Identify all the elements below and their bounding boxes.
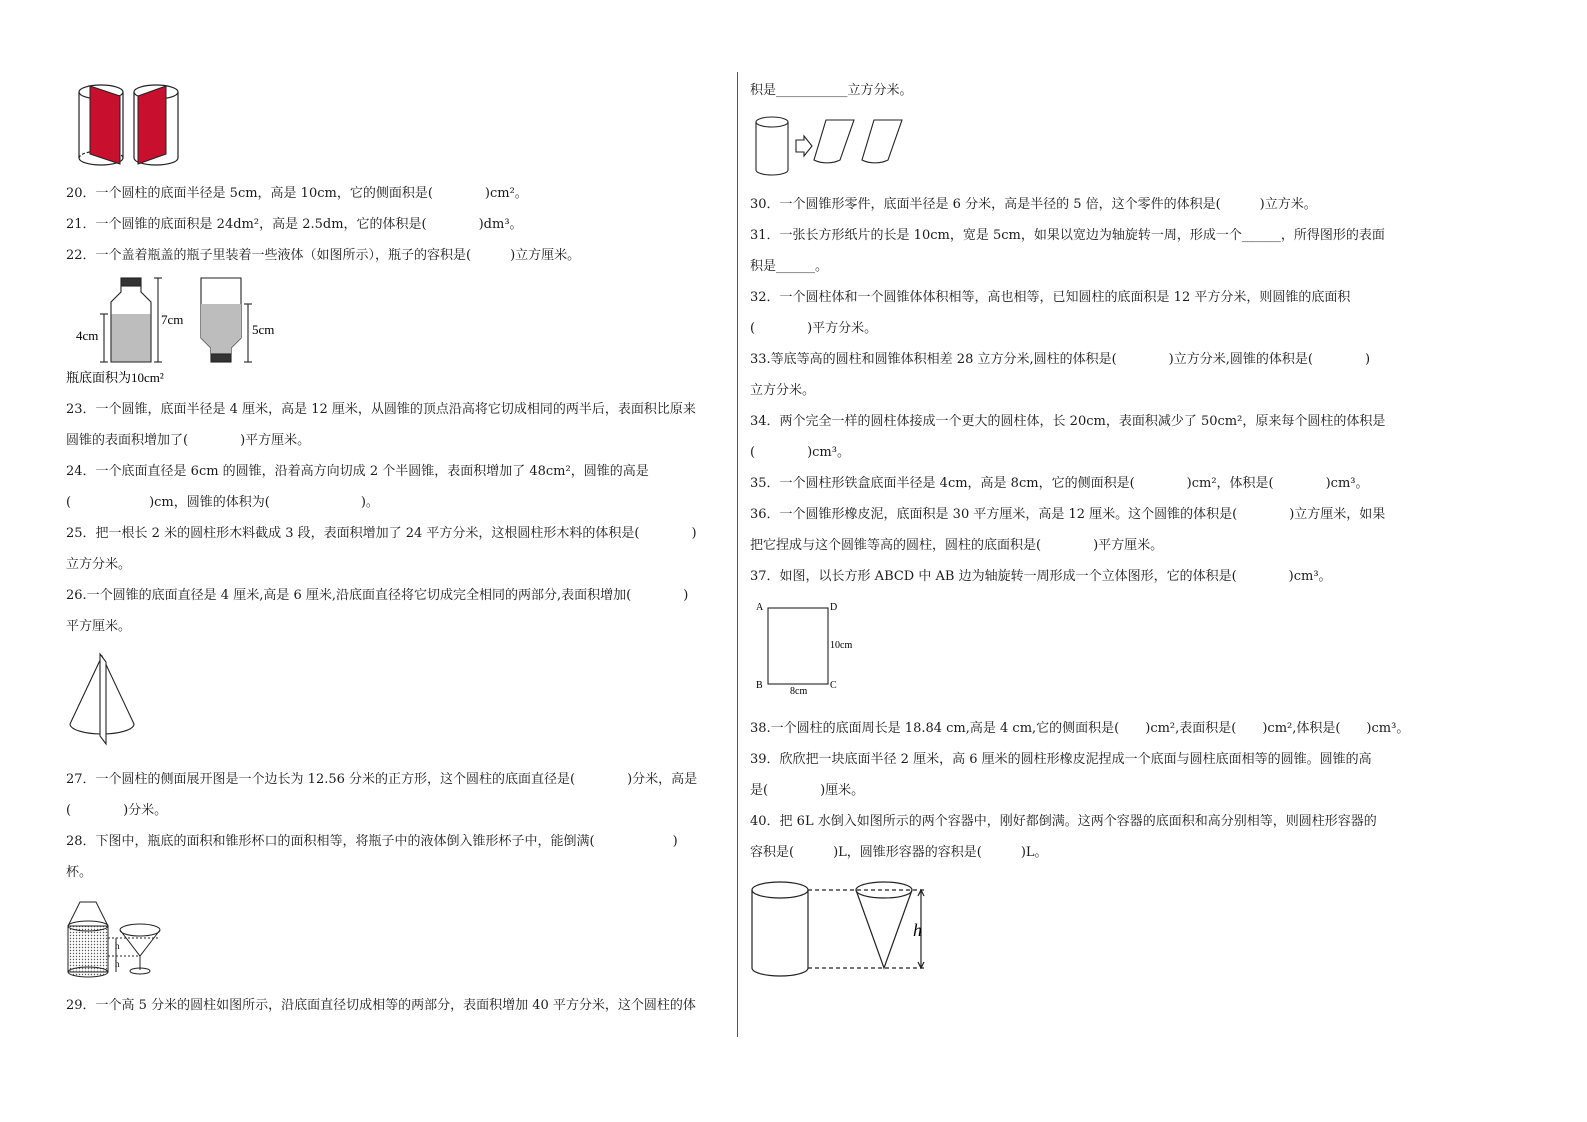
bottle-label-4cm: 4cm (76, 328, 99, 343)
question-32-line2: ( )平方分米。 (750, 321, 878, 336)
bottle-caption: 瓶底面积为10cm² (66, 370, 164, 385)
question-24-line1: 24．一个底面直径是 6cm 的圆锥，沿着高方向切成 2 个半圆锥，表面积增加了 48cm²，圆锥的高是 (66, 464, 649, 479)
question-34-line1: 34．两个完全一样的圆柱体接成一个更大的圆柱体，长 20cm，表面积减少了 50cm²，原来每个圆柱的体积是 (750, 414, 1386, 429)
question-32-line1: 32．一个圆柱体和一个圆锥体体积相等，高也相等，已知圆柱的底面积是 12 平方分米，则圆锥的底面积 (750, 290, 1351, 305)
cylinder-cut-figure (76, 82, 184, 172)
question-38: 38.一个圆柱的底面周长是 18.84 cm,高是 4 cm,它的侧面积是( )cm²,表面积是( )cm²,体积是( )cm³。 (750, 721, 1410, 736)
bottle-label-7cm: 7cm (161, 312, 184, 327)
bottle-glass-figure (66, 898, 166, 978)
question-29-line2: 积是___________立方分米。 (750, 83, 913, 98)
question-21: 21．一个圆锥的底面积是 24dm²，高是 2.5dm，它的体积是( )dm³。 (66, 217, 523, 232)
question-33-line1: 33.等底等高的圆柱和圆锥体积相差 28 立方分米,圆柱的体积是( )立方分米,圆锥的体积是( ) (750, 352, 1371, 367)
question-28-line1: 28．下图中，瓶底的面积和锥形杯口的面积相等，将瓶子中的液体倒入锥形杯子中，能倒满( ) (66, 834, 678, 849)
question-20: 20．一个圆柱的底面半径是 5cm，高是 10cm，它的侧面积是( )cm²。 (66, 186, 528, 201)
question-22: 22．一个盖着瓶盖的瓶子里装着一些液体（如图所示），瓶子的容积是( )立方厘米。 (66, 248, 581, 263)
question-29-line1: 29．一个高 5 分米的圆柱如图所示，沿底面直径切成相等的两部分，表面积增加 40 平方分米，这个圆柱的体 (66, 998, 696, 1013)
column-divider (737, 72, 738, 1037)
question-23-line1: 23．一个圆锥，底面半径是 4 厘米，高是 12 厘米，从圆锥的顶点沿高将它切成相同的两半后，表面积比原来 (66, 402, 696, 417)
vertex-c: C (830, 680, 837, 691)
question-26-line1: 26.一个圆锥的底面直径是 4 厘米,高是 6 厘米,沿底面直径将它切成完全相同的两部分,表面积增加( ) (66, 588, 689, 603)
side-length-label: 10cm (830, 640, 853, 651)
question-26-line2: 平方厘米。 (66, 619, 132, 634)
question-25-line1: 25．把一根长 2 米的圆柱形木料截成 3 段，表面积增加了 24 平方分米，这根圆柱形木料的体积是( ) (66, 526, 697, 541)
cone-cut-figure (68, 652, 138, 748)
bottle-label-5cm: 5cm (252, 322, 275, 337)
question-23-line2: 圆锥的表面积增加了( )平方厘米。 (66, 433, 311, 448)
height-h-label: h (913, 920, 922, 940)
question-27-line1: 27．一个圆柱的侧面展开图是一个边长为 12.56 分米的正方形，这个圆柱的底面直径是( )分米，高是 (66, 772, 698, 787)
question-27-line2: ( )分米。 (66, 803, 168, 818)
vertex-b: B (756, 680, 763, 691)
question-35: 35．一个圆柱形铁盒底面半径是 4cm，高是 8cm，它的侧面积是( )cm²，体积是( )cm³。 (750, 476, 1369, 491)
containers-figure (750, 876, 940, 980)
cylinder-split-figure (754, 114, 914, 178)
glass-label-h-lower: h (115, 959, 120, 969)
rectangle-abcd-figure (754, 598, 874, 698)
glass-label-h-upper: h (115, 941, 120, 951)
bottom-length-label: 8cm (790, 686, 808, 697)
question-25-line2: 立方分米。 (66, 557, 132, 572)
question-39-line1: 39．欣欣把一块底面半径 2 厘米，高 6 厘米的圆柱形橡皮泥捏成一个底面与圆柱底面相等的圆锥。圆锥的高 (750, 752, 1372, 767)
question-37: 37．如图，以长方形 ABCD 中 AB 边为轴旋转一周形成一个立体图形，它的体积是( )cm³。 (750, 569, 1332, 584)
question-39-line2: 是( )厘米。 (750, 783, 865, 798)
question-40-line2: 容积是( )L，圆锥形容器的容积是( )L。 (750, 845, 1048, 860)
question-24-line2: ( )cm，圆锥的体积为( )。 (66, 495, 379, 510)
question-36-line1: 36．一个圆锥形橡皮泥，底面积是 30 平方厘米，高是 12 厘米。这个圆锥的体积是( )立方厘米，如果 (750, 507, 1386, 522)
question-34-line2: ( )cm³。 (750, 445, 850, 460)
question-30: 30．一个圆锥形零件，底面半径是 6 分米，高是半径的 5 倍，这个零件的体积是( )立方米。 (750, 197, 1317, 212)
question-31-line2: 积是______。 (750, 259, 829, 274)
question-31-line1: 31．一张长方形纸片的长是 10cm，宽是 5cm，如果以宽边为轴旋转一周，形成一个______，所得图形的表面 (750, 228, 1385, 243)
vertex-d: D (830, 602, 838, 613)
bottle-figure (66, 274, 286, 390)
question-33-line2: 立方分米。 (750, 383, 816, 398)
question-28-line2: 杯。 (66, 865, 93, 880)
question-36-line2: 把它捏成与这个圆锥等高的圆柱，圆柱的底面积是( )平方厘米。 (750, 538, 1164, 553)
question-40-line1: 40．把 6L 水倒入如图所示的两个容器中，刚好都倒满。这两个容器的底面积和高分别相等，则圆柱形容器的 (750, 814, 1377, 829)
vertex-a: A (756, 602, 764, 613)
